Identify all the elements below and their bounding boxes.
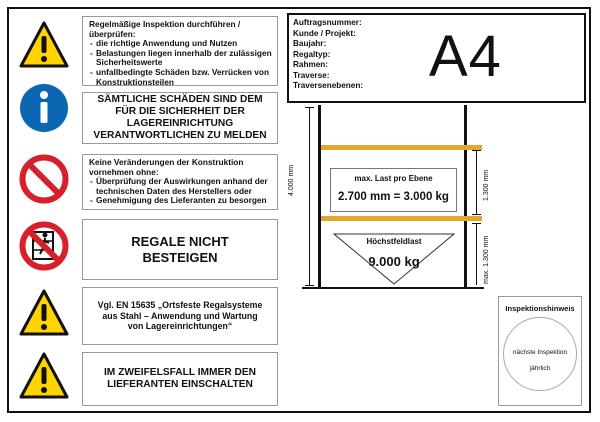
info-field-label: Kunde / Projekt:	[293, 28, 356, 38]
mandatory-info-icon	[18, 82, 70, 134]
field-load-title: Höchstfeldlast	[366, 237, 422, 246]
no-changes-note	[89, 158, 275, 206]
rack-floor-line	[302, 287, 484, 289]
inspection-card-title: Inspektionshinweis	[505, 304, 575, 313]
info-box	[287, 13, 586, 103]
no-changes-title: Keine Veränderungen der Konstruktion vornehmen ohne:	[89, 157, 244, 177]
inspection-note-box	[82, 16, 278, 86]
no-climbing-box	[82, 219, 278, 280]
inspection-note-item: - Belastungen liegen innerhalb der zulässigen Sicherheitswerte	[96, 49, 275, 68]
dimension-tick	[472, 223, 481, 224]
level-spacing-label: 1.300 mm	[483, 169, 490, 201]
warning-triangle-icon	[18, 19, 70, 71]
level-load-value: 2.700 mm = 3.000 kg	[338, 191, 449, 203]
level-load-box	[330, 168, 457, 212]
info-field-label: Rahmen:	[293, 60, 329, 69]
height-label: 4.000 mm	[288, 164, 295, 196]
inspection-interval: jährlich	[529, 365, 551, 372]
level-load-title: max. Last pro Ebene	[354, 174, 433, 183]
dimension-tick	[305, 107, 314, 108]
inspection-note-item: - unfallbedingte Schäden bzw. Verrücken von Konstruktionsteilen	[96, 68, 275, 87]
bottom-dimension-line	[476, 223, 477, 285]
size-code: A4	[429, 24, 502, 89]
no-changes-box	[82, 154, 278, 210]
rack-upright-right	[464, 105, 467, 287]
info-fields	[293, 18, 363, 92]
damage-report-text: SÄMTLICHE SCHÄDEN SIND DEM FÜR DIE SICHERHEIT DER LAGEREINRICHTUNG VERANTWORTLICHEN ZU MELDEN	[93, 94, 267, 141]
no-climbing-icon	[18, 220, 70, 272]
info-field-label: Auftragsnummer:	[293, 18, 362, 27]
no-changes-item: - Überprüfung der Auswirkungen anhand der technischen Daten des Herstellers oder	[96, 177, 275, 196]
info-field-label: Regaltyp:	[293, 49, 331, 59]
prohibition-icon	[18, 153, 70, 205]
rack-beam-lower	[321, 216, 482, 221]
inspection-note-title: Regelmäßige Inspektion durchführen / überprüfen:	[89, 19, 241, 39]
field-load-value: 9.000 kg	[368, 254, 420, 269]
dimension-tick	[305, 285, 314, 286]
warning-triangle-icon	[18, 287, 70, 339]
warning-triangle-icon	[18, 350, 70, 402]
inspection-next-label: nächste Inspektion	[512, 349, 568, 356]
height-dimension-line	[309, 107, 310, 285]
rack-beam-upper	[321, 145, 482, 150]
rack-upright-left	[318, 105, 321, 287]
standard-ref-box	[82, 287, 278, 345]
info-field-label: Baujahr:	[293, 39, 327, 48]
dimension-tick	[472, 150, 481, 151]
dimension-tick	[472, 214, 481, 215]
bottom-max-label: max. 1.300 mm	[483, 235, 490, 284]
info-field-label: Traversenebenen:	[293, 81, 364, 90]
inspection-card	[498, 296, 582, 406]
info-field-label: Traverse:	[293, 70, 330, 80]
no-changes-item: - Genehmigung des Lieferanten zu besorgen	[96, 196, 275, 206]
damage-report-box	[82, 92, 278, 144]
standard-ref-text: Vgl. EN 15635 „Ortsfeste Regalsysteme aus Stahl – Anwendung und Wartung von Lagereinrichtungen“	[97, 300, 263, 332]
contact-supplier-box	[82, 352, 278, 406]
level-dimension-line	[476, 150, 477, 214]
inspection-note-item: - die richtige Anwendung und Nutzen	[96, 39, 275, 49]
inspection-note	[89, 20, 275, 87]
contact-supplier-text: IM ZWEIFELSFALL IMMER DEN LIEFERANTEN EINSCHALTEN	[103, 366, 257, 390]
no-climbing-text: REGALE NICHT BESTEIGEN	[131, 233, 229, 265]
